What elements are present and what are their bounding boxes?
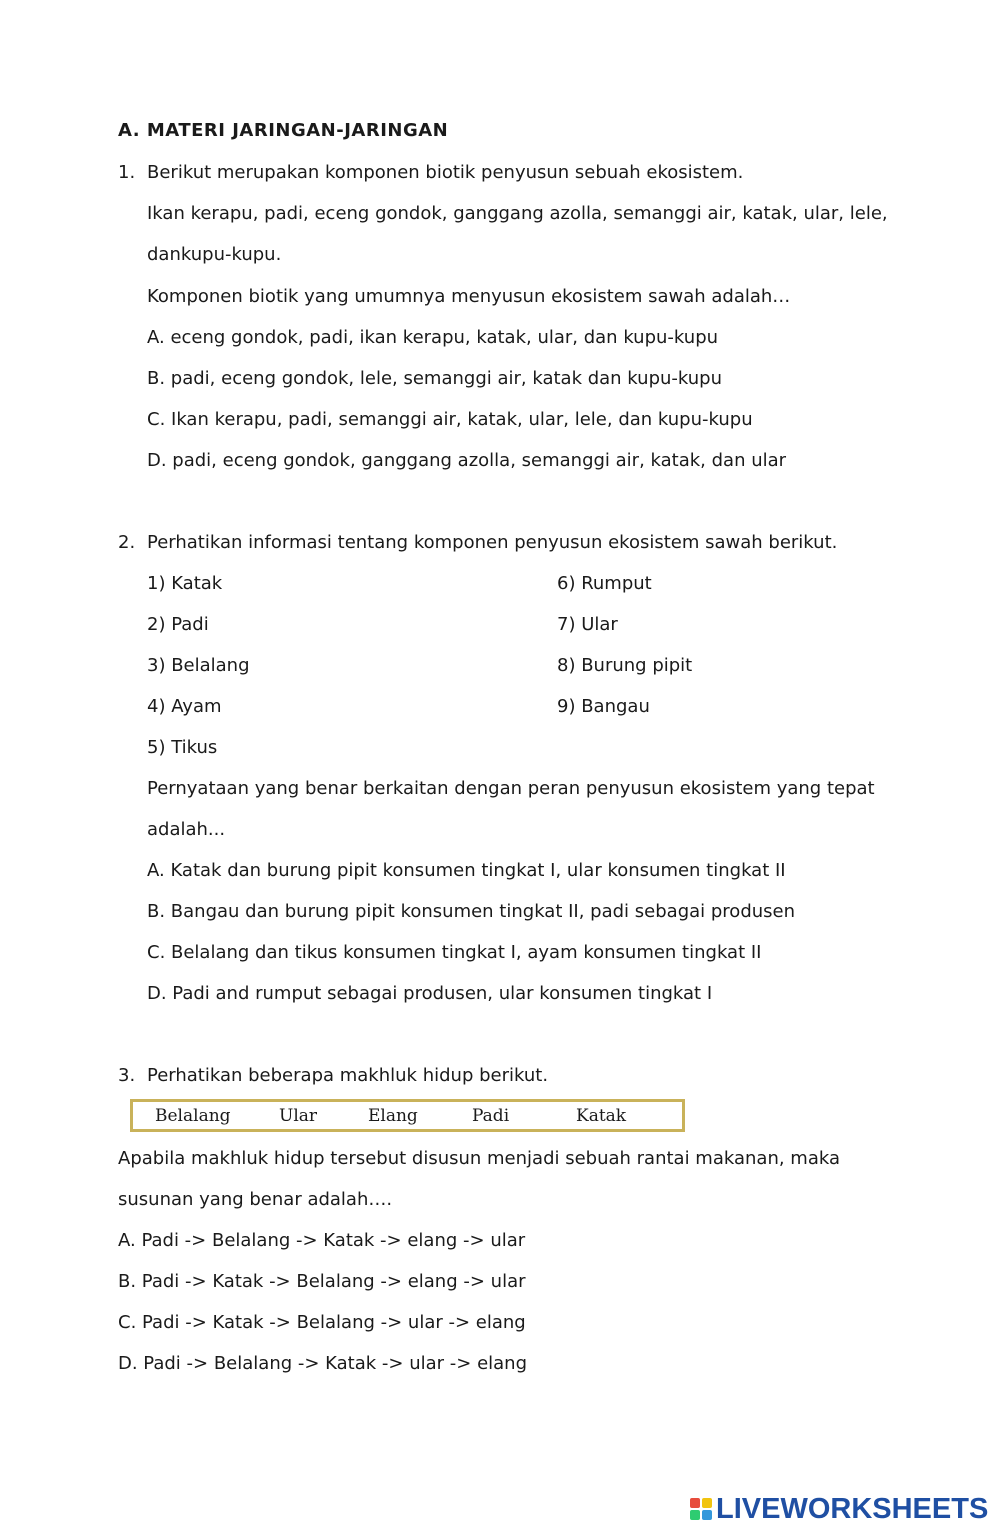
organism-box [130, 1099, 685, 1132]
organism-word: Katak [576, 1106, 627, 1126]
logo-square [690, 1510, 700, 1520]
option-a: A. Padi -> Belalang -> Katak -> elang -> ular [118, 1230, 526, 1251]
option-c: C. Belalang dan tikus konsumen tingkat I, ayam konsumen tingkat II [147, 942, 762, 963]
option-a: A. Katak dan burung pipit konsumen tingkat I, ular konsumen tingkat II [147, 860, 786, 881]
question-2-prompt: Pernyataan yang benar berkaitan dengan peran penyusun ekosistem yang tepat [147, 778, 875, 799]
question-1-prompt: Komponen biotik yang umumnya menyusun ekosistem sawah adalah… [147, 286, 791, 307]
logo-square [702, 1498, 712, 1508]
option-d: D. Padi and rumput sebagai produsen, ular konsumen tingkat I [147, 983, 713, 1004]
organism-word: Ular [279, 1106, 318, 1126]
question-text: Perhatikan beberapa makhluk hidup berikut. [147, 1065, 549, 1086]
list-item: 6) Rumput [557, 573, 652, 594]
option-d: D. padi, eceng gondok, ganggang azolla, semanggi air, katak, dan ular [147, 450, 787, 471]
organism-word: Elang [368, 1106, 418, 1126]
question-text: Berikut merupakan komponen biotik penyusun sebuah ekosistem. [147, 162, 744, 183]
option-b: B. padi, eceng gondok, lele, semanggi air, katak dan kupu-kupu [147, 368, 723, 389]
list-item: 7) Ular [557, 614, 618, 635]
organism-word: Padi [472, 1106, 510, 1126]
list-item: 3) Belalang [147, 655, 250, 676]
question-1-text: Ikan kerapu, padi, eceng gondok, ganggang azolla, semanggi air, katak, ular, lele, [147, 203, 888, 224]
question-number: 3. [118, 1065, 136, 1086]
logo-text: LIVEWORKSHEETS [716, 1492, 989, 1525]
logo-square [690, 1498, 700, 1508]
question-number: 2. [118, 532, 136, 553]
option-c: C. Padi -> Katak -> Belalang -> ular -> elang [118, 1312, 526, 1333]
question-3-prompt: Apabila makhluk hidup tersebut disusun menjadi sebuah rantai makanan, maka [118, 1148, 841, 1169]
section-heading: A. MATERI JARINGAN-JARINGAN [118, 120, 449, 141]
list-item: 1) Katak [147, 573, 223, 594]
logo-square [702, 1510, 712, 1520]
question-1-text: dankupu-kupu. [147, 244, 282, 265]
question-2-line [118, 531, 837, 555]
list-item: 4) Ayam [147, 696, 222, 717]
option-b: B. Bangau dan burung pipit konsumen tingkat II, padi sebagai produsen [147, 901, 796, 922]
list-item: 9) Bangau [557, 696, 650, 717]
liveworksheets-logo [690, 1493, 988, 1525]
question-2-prompt: adalah... [147, 819, 226, 840]
list-item: 8) Burung pipit [557, 655, 693, 676]
question-1-line [118, 161, 743, 185]
question-3-prompt: susunan yang benar adalah…. [118, 1189, 393, 1210]
list-item: 5) Tikus [147, 737, 218, 758]
question-number: 1. [118, 162, 136, 183]
option-d: D. Padi -> Belalang -> Katak -> ular -> elang [118, 1353, 528, 1374]
option-b: B. Padi -> Katak -> Belalang -> elang -> ular [118, 1271, 526, 1292]
option-c: C. Ikan kerapu, padi, semanggi air, katak, ular, lele, dan kupu-kupu [147, 409, 753, 430]
logo-mark-icon [690, 1498, 712, 1520]
list-item: 2) Padi [147, 614, 209, 635]
question-3-line [118, 1064, 548, 1088]
question-text: Perhatikan informasi tentang komponen penyusun ekosistem sawah berikut. [147, 532, 838, 553]
organism-word: Belalang [155, 1106, 231, 1126]
option-a: A. eceng gondok, padi, ikan kerapu, katak, ular, dan kupu-kupu [147, 327, 719, 348]
